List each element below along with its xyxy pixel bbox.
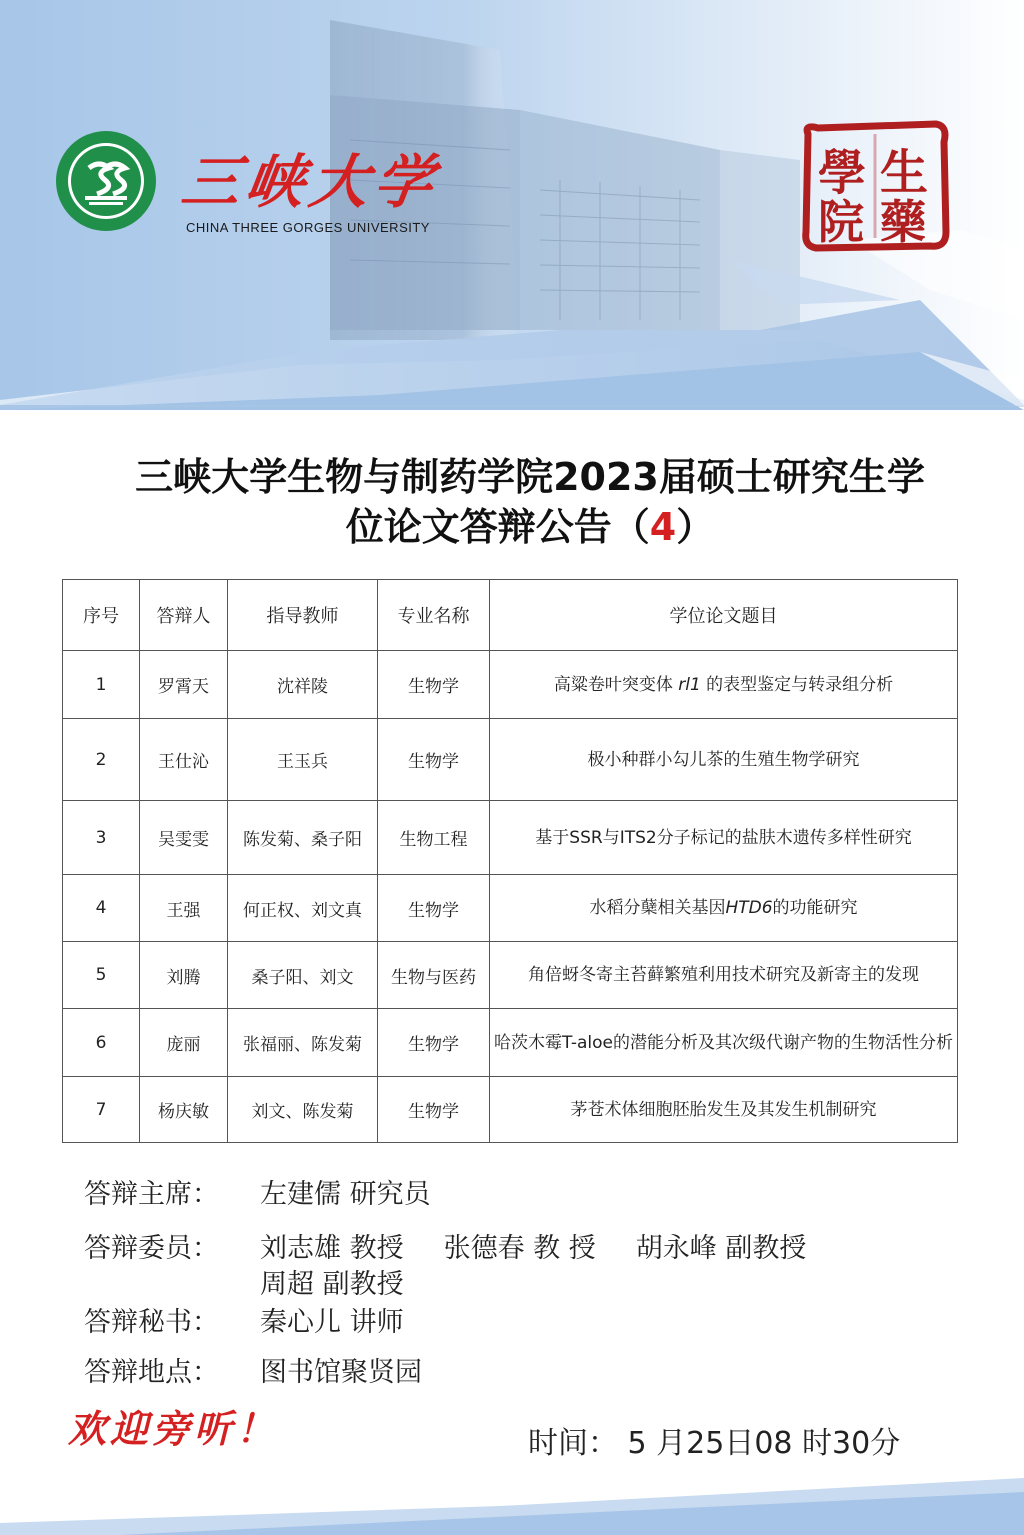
location-label: 答辩地点： <box>84 1357 219 1388</box>
secretary-label: 答辩秘书： <box>84 1307 219 1338</box>
cell-major: 生物学 <box>378 1077 490 1143</box>
member-3: 胡永峰 副教授 <box>635 1233 807 1264</box>
table-row <box>63 801 958 875</box>
topic-part: 茅苍术体细胞胚胎发生及其发生机制研究 <box>570 1099 877 1120</box>
member-4: 周超 副教授 <box>260 1269 404 1300</box>
cell-topic <box>490 942 958 1009</box>
table-row <box>63 875 958 942</box>
defense-time: 时间： 5 月25日08 时30分 <box>528 1426 901 1461</box>
topic-part: 哈茨木霉T-aloe的潜能分析及其次级代谢产物的生物活性分析 <box>494 1032 953 1053</box>
cell-student: 吴雯雯 <box>140 801 228 875</box>
members-line-2 <box>84 1262 404 1301</box>
cell-topic <box>490 875 958 942</box>
chair-line <box>84 1172 431 1211</box>
table-row <box>63 942 958 1009</box>
title-line-2-prefix: 位论文答辩公告（ <box>345 505 650 549</box>
header-major: 专业名称 <box>378 580 490 651</box>
secretary-value: 秦心儿 讲师 <box>260 1307 404 1338</box>
topic-part: 高粱卷叶突变体 <box>553 674 679 695</box>
cell-student: 刘腾 <box>140 942 228 1009</box>
cell-student: 杨庆敏 <box>140 1077 228 1143</box>
university-logo-icon <box>55 130 157 232</box>
location-line <box>84 1350 422 1389</box>
table-header-row <box>63 580 958 651</box>
topic-part: 基于SSR与ITS2分子标记的盐肤木遗传多样性研究 <box>535 827 912 848</box>
seal-char-yao: 藥 <box>880 195 926 249</box>
cell-major: 生物工程 <box>378 801 490 875</box>
cell-major: 生物学 <box>378 1009 490 1077</box>
header-advisor: 指导教师 <box>228 580 378 651</box>
location-value: 图书馆聚贤园 <box>260 1357 422 1388</box>
hero-banner <box>0 0 1024 410</box>
cell-advisor: 沈祥陵 <box>228 651 378 719</box>
header-no: 序号 <box>63 580 140 651</box>
table-row <box>63 1077 958 1143</box>
title-line-2-suffix: ） <box>676 505 715 549</box>
topic-part: 的表型鉴定与转录组分析 <box>700 674 894 695</box>
seal-char-sheng: 生 <box>880 145 929 201</box>
chair-value: 左建儒 研究员 <box>260 1179 431 1210</box>
cell-no: 5 <box>63 942 140 1009</box>
secretary-line <box>84 1300 404 1339</box>
member-1: 刘志雄 教授 <box>260 1233 404 1264</box>
members-label: 答辩委员： <box>84 1233 219 1264</box>
cell-major: 生物学 <box>378 875 490 942</box>
header-student: 答辩人 <box>140 580 228 651</box>
cell-student: 庞丽 <box>140 1009 228 1077</box>
topic-italic-part: HTD6 <box>725 898 773 918</box>
header-topic: 学位论文题目 <box>490 580 958 651</box>
cell-major: 生物学 <box>378 651 490 719</box>
title-line-2 <box>60 502 1000 552</box>
cell-student: 罗霄天 <box>140 651 228 719</box>
welcome-text: 欢迎旁听！ <box>68 1406 279 1451</box>
topic-italic-part: rl1 <box>678 674 701 695</box>
cell-no: 2 <box>63 719 140 801</box>
notice-title <box>60 452 1000 552</box>
cell-major: 生物学 <box>378 719 490 801</box>
cell-no: 1 <box>63 651 140 719</box>
cell-no: 6 <box>63 1009 140 1077</box>
defense-schedule-table <box>62 579 958 1143</box>
title-line-1: 三峡大学生物与制药学院2023届硕士研究生学 <box>135 455 925 499</box>
seal-char-xue: 學 <box>818 145 867 201</box>
university-name-en: CHINA THREE GORGES UNIVERSITY <box>186 220 430 235</box>
cell-topic <box>490 801 958 875</box>
member-2: 张德春 教 授 <box>443 1233 596 1264</box>
table-body <box>63 651 958 1143</box>
table-row <box>63 1009 958 1077</box>
cell-advisor: 王玉兵 <box>228 719 378 801</box>
cell-no: 3 <box>63 801 140 875</box>
seal-char-yuan: 院 <box>818 195 864 249</box>
cell-no: 4 <box>63 875 140 942</box>
topic-part: 角倍蚜冬寄主苔藓繁殖利用技术研究及新寄主的发现 <box>528 965 919 985</box>
members-line <box>84 1226 806 1265</box>
footer-wave <box>0 1478 1024 1535</box>
table-row <box>63 651 958 719</box>
cell-topic <box>490 1077 958 1143</box>
topic-part: 极小种群小勾儿茶的生殖生物学研究 <box>587 749 860 770</box>
cell-topic <box>490 651 958 719</box>
cell-advisor: 陈发菊、桑子阳 <box>228 801 378 875</box>
cell-student: 王仕沁 <box>140 719 228 801</box>
topic-part: 的功能研究 <box>772 898 858 918</box>
table-row <box>63 719 958 801</box>
cell-advisor: 桑子阳、刘文 <box>228 942 378 1009</box>
cell-no: 7 <box>63 1077 140 1143</box>
college-seal-icon <box>800 120 950 252</box>
cell-advisor: 张福丽、陈发菊 <box>228 1009 378 1077</box>
cell-advisor: 何正权、刘文真 <box>228 875 378 942</box>
cell-major: 生物与医药 <box>378 942 490 1009</box>
topic-part: 水稻分蘖相关基因 <box>589 898 726 918</box>
cell-topic <box>490 1009 958 1077</box>
university-name-cn: 三峡大学 <box>177 148 444 216</box>
cell-topic <box>490 719 958 801</box>
cell-student: 王强 <box>140 875 228 942</box>
cell-advisor: 刘文、陈发菊 <box>228 1077 378 1143</box>
title-number: 4 <box>649 505 677 549</box>
chair-label: 答辩主席： <box>84 1179 219 1210</box>
